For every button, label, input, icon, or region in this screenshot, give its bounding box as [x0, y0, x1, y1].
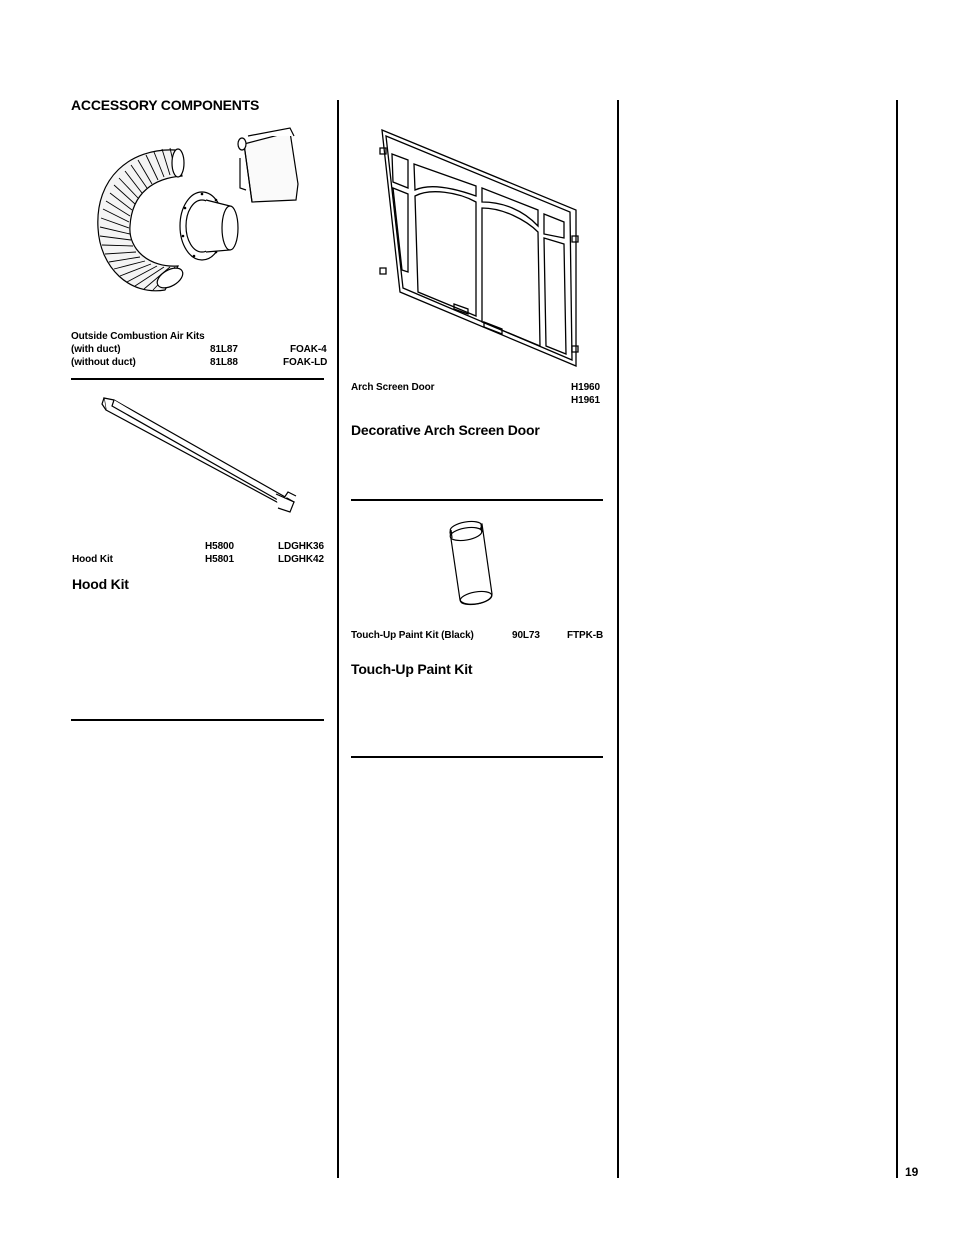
air-kit-row-code1: 81L87	[210, 344, 238, 355]
paint-kit-code1: 90L73	[512, 630, 540, 641]
hood-kit-label: Hood Kit	[72, 554, 113, 565]
arch-door-code: H1960	[571, 382, 600, 393]
paint-kit-heading: Touch-Up Paint Kit	[351, 661, 473, 677]
paint-kit-code2: FTPK-B	[567, 630, 604, 641]
arch-door-heading: Decorative Arch Screen Door	[351, 422, 540, 438]
air-kit-row-code2: FOAK-LD	[283, 357, 328, 368]
column-divider-3	[896, 100, 898, 1178]
hood-kit-illustration	[98, 396, 308, 516]
air-kit-illustration	[90, 128, 330, 298]
hood-kit-code2: LDGHK36	[278, 541, 324, 552]
column-divider-1	[337, 100, 339, 1178]
arch-door-label: Arch Screen Door	[351, 382, 435, 393]
air-kit-row-code2: FOAK-4	[290, 344, 327, 355]
hood-kit-heading: Hood Kit	[72, 576, 129, 592]
column-divider-2	[617, 100, 619, 1178]
hood-kit-code1: H5801	[205, 554, 234, 565]
arch-door-code: H1961	[571, 395, 600, 406]
hood-kit-code1: H5800	[205, 541, 234, 552]
page-number: 19	[905, 1165, 919, 1179]
divider-line	[71, 719, 324, 721]
divider-line	[71, 378, 324, 380]
divider-line	[351, 499, 603, 501]
hood-kit-code2: LDGHK42	[278, 554, 324, 565]
air-kit-row-label: (with duct)	[71, 344, 121, 355]
arch-screen-door-illustration	[378, 128, 578, 368]
air-kit-row-code1: 81L88	[210, 357, 238, 368]
air-kit-title: Outside Combustion Air Kits	[71, 331, 205, 342]
section-title: ACCESSORY COMPONENTS	[71, 97, 260, 113]
paint-kit-label: Touch-Up Paint Kit (Black)	[351, 630, 474, 641]
divider-line	[351, 756, 603, 758]
paint-can-illustration	[442, 518, 502, 608]
air-kit-row-label: (without duct)	[71, 357, 136, 368]
